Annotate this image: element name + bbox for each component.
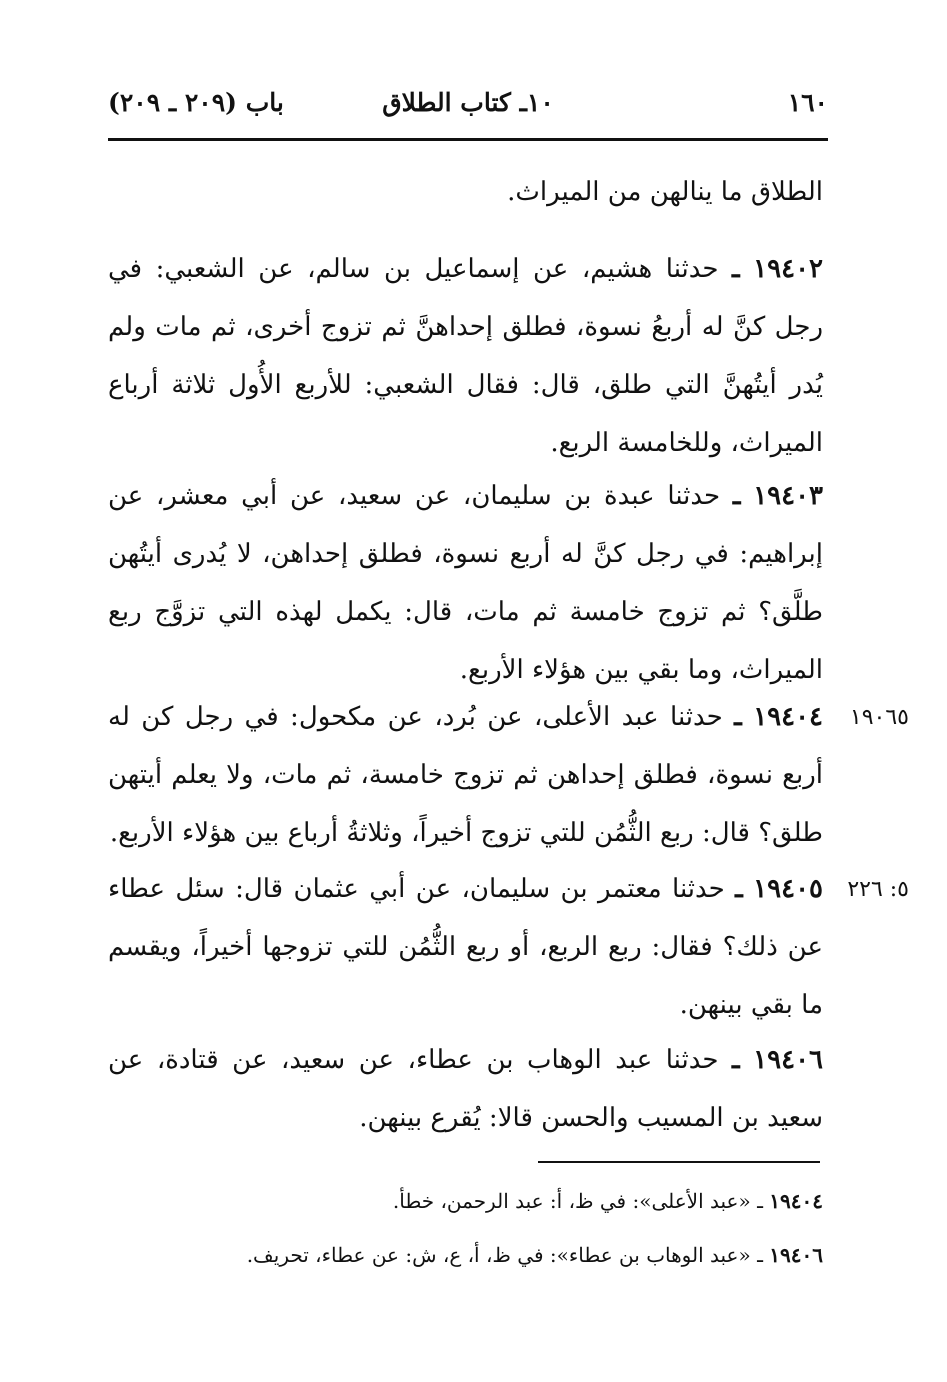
hadith-19402: [108, 240, 823, 472]
hadith-number: ١٩٤٠٦: [753, 1045, 823, 1075]
page-number: ١٦٠: [787, 88, 828, 117]
dash-separator: ـ: [757, 1243, 763, 1267]
hadith-number: ١٩٤٠٣: [753, 481, 824, 511]
hadith-text: حدثنا هشيم، عن إسماعيل بن سالم، عن الشعبي: في رجل كنَّ له أربعُ نسوة، فطلق إحداهنَّ ثم تزوج أخرى، ثم مات ولم يُدر أيتُهنَّ التي طلق، قال: فقال الشعبي: للأربع الأُول ثلاثة أرباع الميراث، وللخامسة الربع.: [108, 254, 823, 458]
margin-reference: ٥: ٢٢٦: [847, 877, 909, 902]
dash-separator: ـ: [732, 481, 741, 511]
hadith-19404: [108, 688, 823, 862]
dash-separator: ـ: [732, 1045, 740, 1075]
chapter-title: ١٠ـ كتاب الطلاق: [382, 88, 554, 117]
footnote-rule: [538, 1161, 820, 1163]
footnote: [247, 1240, 823, 1270]
hadith-19403: [108, 467, 823, 699]
footnote-number: ١٩٤٠٤: [769, 1189, 823, 1213]
dash-separator: ـ: [757, 1189, 763, 1213]
footnote-text: «عبد الوهاب بن عطاء»: في ظ، أ، ع، ش: عن عطاء، تحريف.: [246, 1243, 751, 1267]
bab-range: باب (٢٠٩ ـ ٢٠٩): [108, 88, 284, 117]
hadith-text: حدثنا عبد الوهاب بن عطاء، عن سعيد، عن قتادة، عن سعيد بن المسيب والحسن قالا: يُقرع بينهن.: [108, 1045, 823, 1133]
margin-reference: ١٩٠٦٥: [849, 705, 909, 730]
hadith-text: حدثنا عبد الأعلى، عن بُرد، عن مكحول: في رجل كن له أربع نسوة، فطلق إحداهن ثم تزوج خامسة، ثم مات، ولا يعلم أيتهن طلق؟ قال: ربع الثُّمُن للتي تزوج أخيراً، وثلاثةُ أرباع بين هؤلاء الأربع.: [108, 702, 823, 848]
footnote: [393, 1186, 823, 1216]
hadith-19405: [108, 860, 823, 1034]
hadith-text: حدثنا عبدة بن سليمان، عن سعيد، عن أبي معشر، عن إبراهيم: في رجل كنَّ له أربع نسوة، فطلق إحداهن، لا يُدرى أيتُهن طلَّق؟ ثم تزوج خامسة ثم مات، قال: يكمل لهذه التي تزوَّج ربع الميراث، وما بقي بين هؤلاء الأربع.: [108, 481, 823, 685]
running-header: [108, 88, 828, 128]
dash-separator: ـ: [734, 702, 742, 732]
footnote-number: ١٩٤٠٦: [769, 1243, 823, 1267]
hadith-number: ١٩٤٠٤: [753, 702, 824, 732]
hadith-number: ١٩٤٠٢: [753, 254, 823, 284]
hadith-number: ١٩٤٠٥: [753, 874, 823, 904]
paragraph-text: الطلاق ما ينالهن من الميراث.: [507, 177, 823, 207]
dash-separator: ـ: [732, 254, 740, 284]
dash-separator: ـ: [735, 874, 743, 904]
paragraph-continuation: [108, 163, 823, 221]
header-rule: [108, 138, 828, 141]
hadith-19406: [108, 1031, 823, 1147]
footnote-text: «عبد الأعلى»: في ظ، أ: عبد الرحمن، خطأ.: [392, 1189, 751, 1213]
hadith-text: حدثنا معتمر بن سليمان، عن أبي عثمان قال: سئل عطاء عن ذلك؟ فقال: ربع الربع، أو ربع الثُّمُن للتي تزوجها أخيراً، ويقسم ما بقي بينهن.: [108, 874, 823, 1020]
